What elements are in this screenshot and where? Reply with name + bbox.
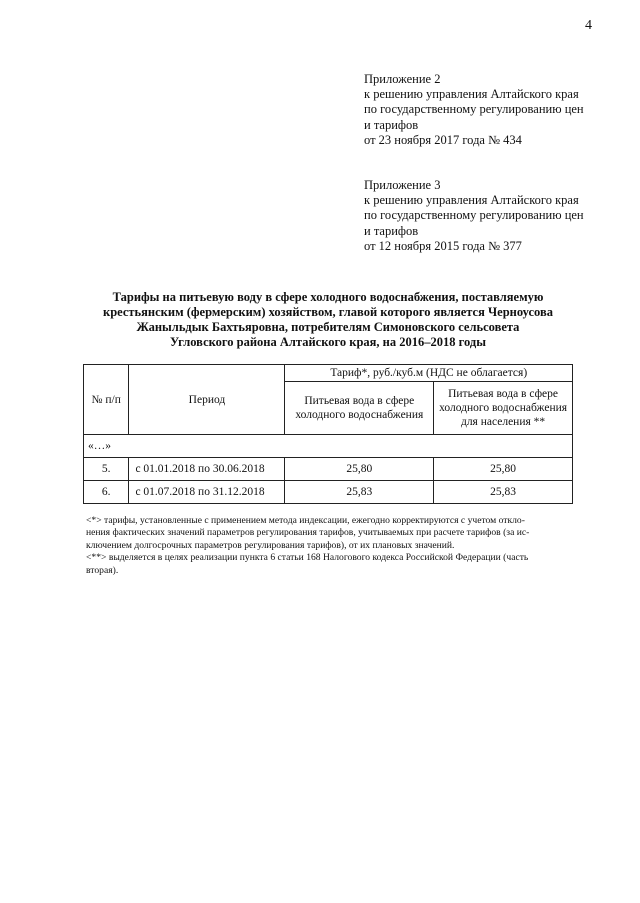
title-line: Жаныльдык Бахтьяровна, потребителям Симоновского сельсовета (136, 320, 520, 334)
title-line: Тарифы на питьевую воду в сфере холодного водоснабжения, поставляемую (112, 290, 544, 304)
footnote-line: вторая). (86, 564, 119, 576)
table-row (84, 458, 573, 481)
document-title (83, 290, 573, 350)
header-tariff-population (434, 382, 573, 435)
appendix-2-block (364, 72, 614, 148)
appendix-3-block (364, 178, 614, 254)
appendix-2-line: по государственному регулированию цен (364, 102, 584, 117)
row-tariff-general: 25,83 (285, 481, 434, 504)
appendix-3-line: и тарифов (364, 223, 419, 238)
row-number: 6. (84, 481, 129, 504)
appendix-3-line: по государственному регулированию цен (364, 208, 584, 223)
appendix-3-line: Приложение 3 (364, 178, 441, 192)
row-tariff-general: 25,80 (285, 458, 434, 481)
appendix-3-line: к решению управления Алтайского края (364, 193, 579, 208)
row-period: с 01.01.2018 по 30.06.2018 (129, 458, 285, 481)
page-number: 4 (585, 18, 592, 33)
appendix-3-line: от 12 ноября 2015 года № 377 (364, 238, 522, 253)
row-tariff-population: 25,83 (434, 481, 573, 504)
appendix-2-line: и тарифов (364, 117, 419, 132)
header-number: № п/п (84, 365, 129, 435)
appendix-2-line: от 23 ноября 2017 года № 434 (364, 132, 522, 147)
table-header-row (84, 365, 573, 382)
appendix-2-line: Приложение 2 (364, 72, 441, 86)
header-tariff-population-line: холодного водоснабжения (439, 402, 568, 414)
appendix-2-line: к решению управления Алтайского края (364, 87, 579, 102)
header-tariff-population-line: Питьевая вода в сфере (448, 388, 559, 400)
ellipsis-cell: «…» (84, 435, 573, 458)
table-row (84, 481, 573, 504)
header-period: Период (129, 365, 285, 435)
header-tariff-population-line: для населения ** (460, 416, 546, 428)
footnote-line: <**> выделяется в целях реализации пункта 6 статьи 168 Налогового кодекса Российской Федерации (часть (86, 552, 529, 564)
footnotes (86, 515, 574, 577)
title-line: крестьянским (фермерским) хозяйством, главой которого является Черноусова (103, 305, 553, 319)
row-number: 5. (84, 458, 129, 481)
row-tariff-population: 25,80 (434, 458, 573, 481)
header-tariff-general: Питьевая вода в сфере холодного водоснабжения (285, 382, 434, 435)
header-tariff-caption: Тариф*, руб./куб.м (НДС не облагается) (285, 365, 573, 382)
footnote-line: ключением долгосрочных параметров регулирования тарифов), от их плановых значений. (86, 539, 455, 551)
footnote-line: <*> тарифы, установленные с применением метода индексации, ежегодно корректируются с учетом откло- (86, 515, 525, 526)
tariffs-table (83, 364, 573, 504)
footnote-line: нения фактических значений параметров регулирования тарифов, учитываемых при расчете тарифов (за ис- (86, 527, 530, 539)
table-row (84, 435, 573, 458)
title-line: Угловского района Алтайского края, на 2016–2018 годы (170, 335, 486, 349)
row-period: с 01.07.2018 по 31.12.2018 (129, 481, 285, 504)
